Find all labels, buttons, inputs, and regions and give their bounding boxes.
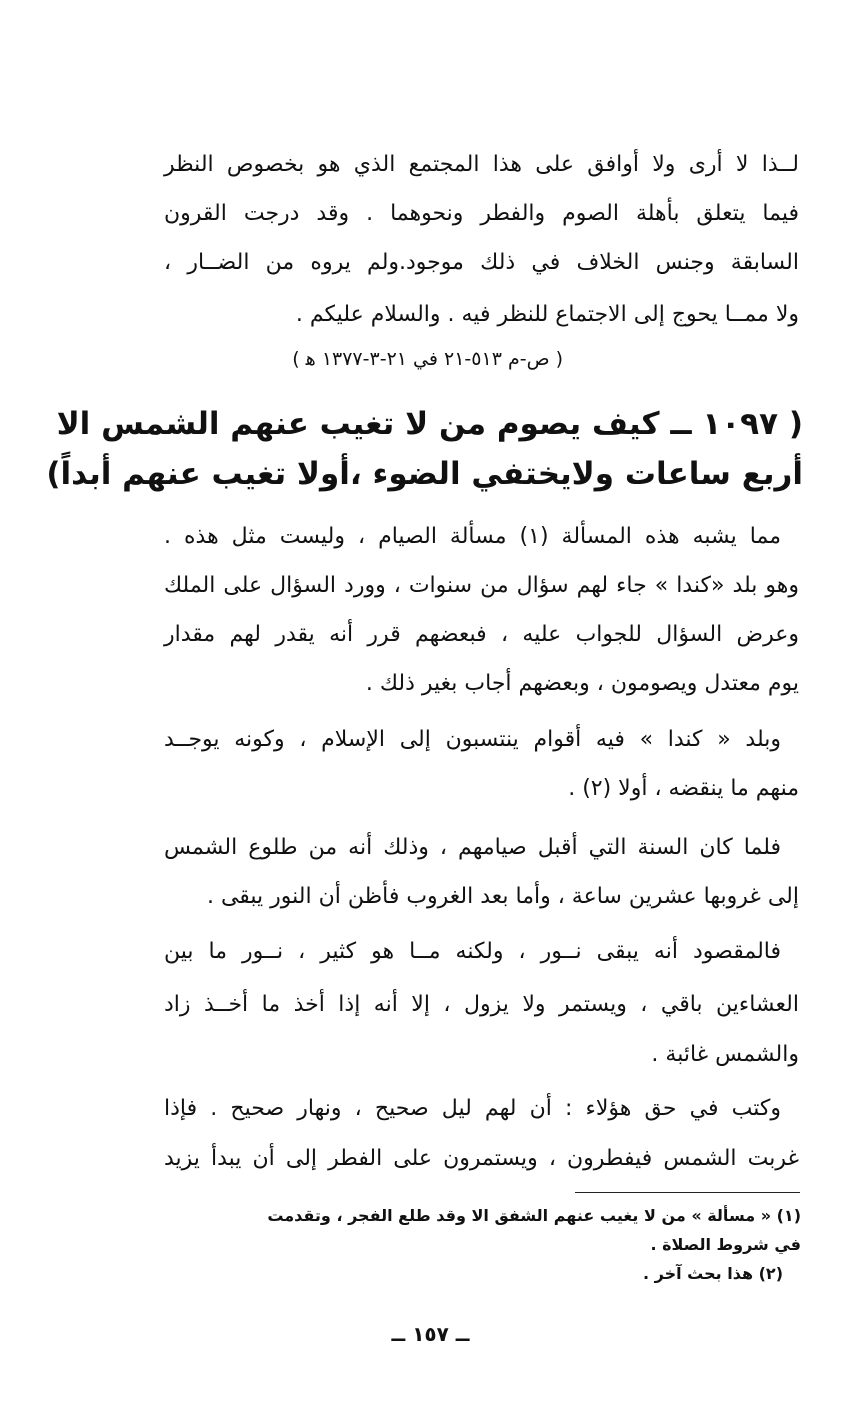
paragraph-line: مما يشبه هذه المسألة (١) مسألة الصيام ، وليست مثل هذه . [164,524,781,549]
paragraph-line: فلما كان السنة التي أقبل صيامهم ، وذلك أنه من طلوع الشمس [164,835,781,860]
footnote: (٢) هذا بحث آخر . [642,1264,783,1283]
section-title-line: أربع ساعات ولايختفي الضوء ،أولا تغيب عنهم أبداً) [46,456,803,492]
fatwa-reference: ( ص-م ٥١٣-٢١ في ٢١-٣-١٣٧٧ ﻫ ) [292,348,563,370]
footnote: (١) « مسألة » من لا يغيب عنهم الشفق الا وقد طلع الفجر ، وتقدمت [267,1206,801,1225]
paragraph-line: وهو بلد «كندا » جاء لهم سؤال من سنوات ، وورد السؤال على الملك [164,573,799,598]
paragraph-line: يوم معتدل ويصومون ، وبعضهم أجاب بغير ذلك . [365,671,799,696]
paragraph-line: وبلد « كندا » فيه أقوام ينتسبون إلى الإسلام ، وكونه يوجــد [164,727,781,752]
paragraph-line: السابقة وجنس الخلاف في ذلك موجود.ولم يروه من الضــار ، [164,250,799,275]
page-number: ــ ١٥٧ ــ [391,1322,470,1346]
paragraph-line: العشاءين باقي ، ويستمر ولا يزول ، إلا أنه إذا أخذ ما أخــذ زاد [164,992,799,1017]
paragraph-line: فيما يتعلق بأهلة الصوم والفطر ونحوهما . وقد درجت القرون [164,201,799,226]
paragraph-line: إلى غروبها عشرين ساعة ، وأما بعد الغروب فأظن أن النور يبقى . [206,884,799,909]
footnote: في شروط الصلاة . [650,1235,801,1254]
paragraph-line: وعرض السؤال للجواب عليه ، فبعضهم قرر أنه يقدر لهم مقدار [164,622,799,647]
paragraph-line: ولا ممــا يحوج إلى الاجتماع للنظر فيه . والسلام عليكم . [295,302,799,327]
paragraph-line: غربت الشمس فيفطرون ، ويستمرون على الفطر إلى أن يبدأ يزيد [164,1146,799,1171]
section-title-line: ( ١٠٩٧ ــ كيف يصوم من لا تغيب عنهم الشمس الا [56,406,803,442]
paragraph-line: لــذا لا أرى ولا أوافق على هذا المجتمع الذي هو بخصوص النظر [164,152,799,177]
paragraph-line: وكتب في حق هؤلاء : أن لهم ليل صحيح ، ونهار صحيح . فإذا [164,1096,781,1121]
paragraph-line: فالمقصود أنه يبقى نــور ، ولكنه مــا هو كثير ، نــور ما بين [164,939,781,964]
paragraph-line: والشمس غائبة . [651,1042,799,1067]
footnote-separator [575,1192,800,1193]
paragraph-line: منهم ما ينقضه ، أولا (٢) . [568,776,799,801]
